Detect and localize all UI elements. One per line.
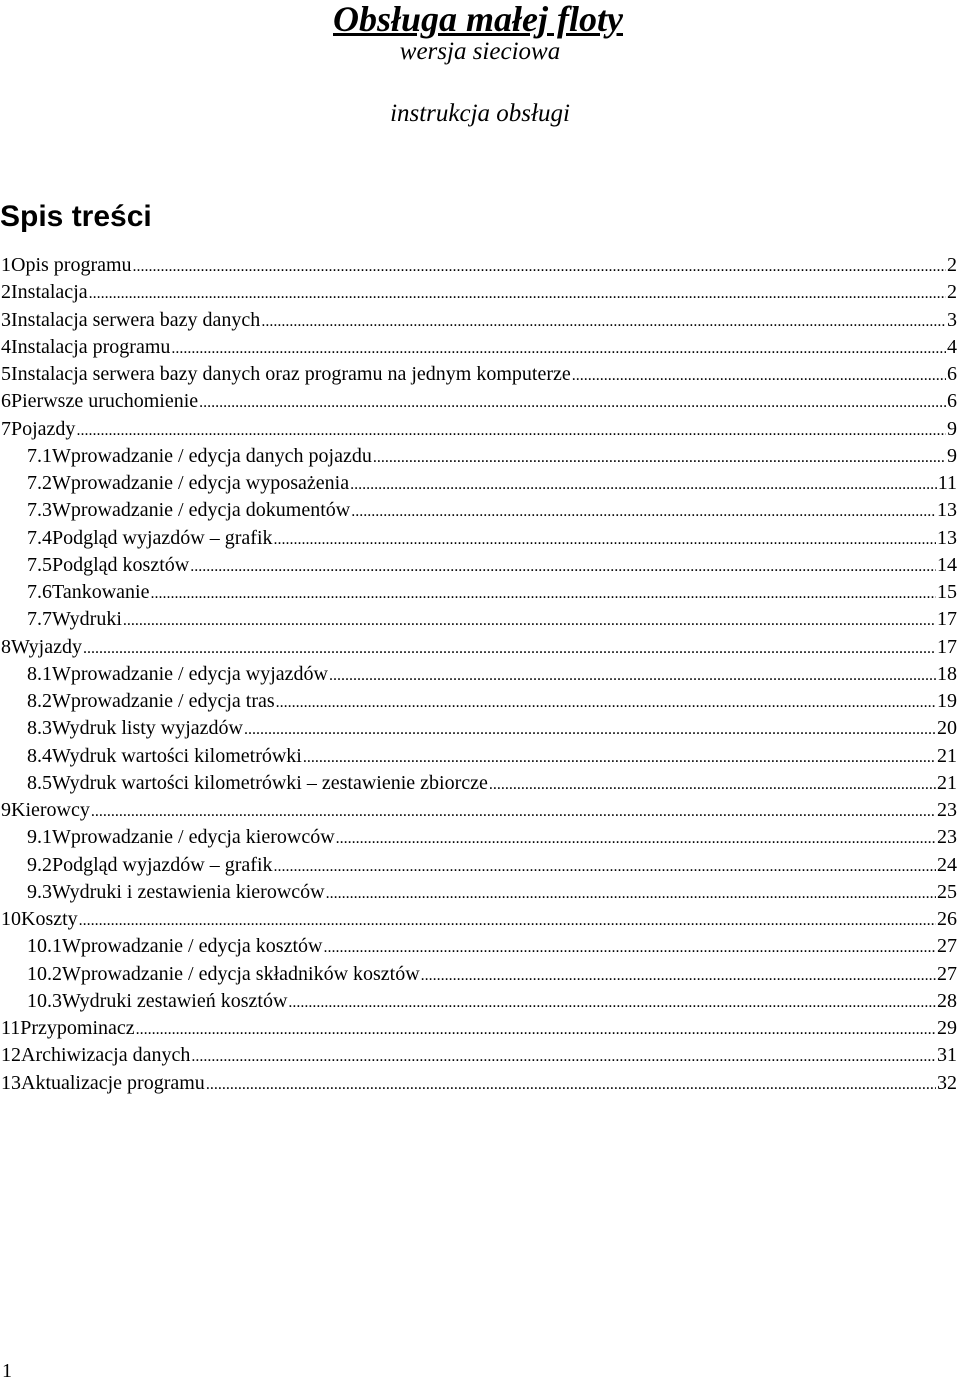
toc-dot-leader (572, 362, 946, 388)
toc-entry-title: 8.1Wprowadzanie / edycja wyjazdów (27, 662, 328, 685)
toc-entry-title: 3Instalacja serwera bazy danych (1, 308, 261, 331)
toc-entry[interactable] (0, 797, 960, 824)
toc-entry-page: 26 (937, 908, 957, 930)
toc-entry[interactable] (0, 334, 960, 361)
toc-entry-page: 31 (937, 1044, 957, 1067)
toc-entry[interactable] (0, 470, 960, 497)
toc-entry[interactable] (0, 988, 960, 1015)
toc-entry-title: 10.2Wprowadzanie / edycja składników kosztów (27, 962, 420, 985)
toc-entry-page: 18 (937, 662, 957, 685)
toc-heading: Spis treści (0, 200, 152, 233)
toc-entry-title: 10.1Wprowadzanie / edycja kosztów (27, 935, 323, 958)
toc-entry-page: 23 (937, 826, 957, 849)
toc-entry-page: 2 (947, 254, 957, 276)
toc-entry-page: 14 (937, 553, 957, 576)
toc-entry-title: 7.6Tankowanie (27, 581, 150, 603)
toc-dot-leader (83, 635, 936, 661)
toc-entry-page: 19 (937, 690, 957, 712)
toc-entry-title: 7.7Wydruki (27, 608, 122, 631)
toc-dot-leader (336, 825, 936, 851)
toc-entry-page: 2 (947, 281, 957, 304)
toc-entry-title: 8.3Wydruk listy wyjazdów (27, 717, 243, 740)
document-subtitle: wersja sieciowa (399, 38, 561, 65)
toc-entry-page: 24 (937, 853, 957, 876)
toc-dot-leader (133, 253, 946, 279)
toc-entry-title: 8Wyjazdy (1, 635, 82, 658)
toc-dot-leader (323, 934, 936, 960)
toc-dot-leader (421, 962, 936, 988)
toc-entry-title: 9.2Podgląd wyjazdów – grafik (27, 853, 273, 876)
toc-entry-title: 7.1Wprowadzanie / edycja danych pojazdu (27, 444, 372, 467)
toc-entry[interactable] (0, 252, 960, 279)
toc-dot-leader (329, 662, 936, 688)
document-title: Obsługa małej floty (333, 0, 623, 39)
toc-entry-title: 9.1Wprowadzanie / edycja kierowców (27, 826, 335, 849)
toc-entry[interactable] (0, 688, 960, 715)
toc-entry-page: 23 (937, 799, 957, 821)
toc-entry[interactable] (0, 852, 960, 879)
toc-dot-leader (76, 417, 946, 443)
toc-entry-title: 10.3Wydruki zestawień kosztów (27, 989, 288, 1012)
document-subtitle-2: instrukcja obsługi (390, 100, 570, 127)
toc-entry-page: 13 (937, 499, 957, 522)
toc-entry-page: 6 (947, 363, 957, 385)
toc-entry-page: 9 (947, 444, 957, 467)
toc-entry[interactable] (0, 906, 960, 933)
toc-entry-page: 3 (947, 308, 957, 331)
toc-dot-leader (136, 1016, 936, 1042)
toc-dot-leader (351, 498, 936, 524)
toc-entry-title: 7Pojazdy (1, 417, 76, 440)
toc-dot-leader (326, 880, 936, 906)
toc-entry-title: 4Instalacja programu (1, 335, 171, 358)
toc-dot-leader (171, 335, 946, 361)
toc-dot-leader (79, 907, 936, 933)
toc-entry[interactable] (0, 961, 960, 988)
toc-dot-leader (91, 798, 936, 824)
toc-entry[interactable] (0, 552, 960, 579)
toc-dot-leader (276, 689, 936, 715)
toc-entry[interactable] (0, 770, 960, 797)
toc-entry[interactable] (0, 824, 960, 851)
toc-entry[interactable] (0, 525, 960, 552)
toc-entry-title: 9Kierowcy (1, 799, 90, 821)
toc-entry-title: 7.5Podgląd kosztów (27, 553, 190, 576)
toc-entry-title: 13Aktualizacje programu (1, 1071, 205, 1094)
toc-dot-leader (206, 1071, 936, 1097)
toc-dot-leader (274, 853, 936, 879)
toc-entry[interactable] (0, 361, 960, 388)
toc-entry-page: 27 (937, 962, 957, 985)
toc-entry[interactable] (0, 497, 960, 524)
toc-dot-leader (150, 580, 936, 606)
toc-dot-leader (261, 308, 946, 334)
toc-entry[interactable] (0, 579, 960, 606)
toc-entry[interactable] (0, 279, 960, 306)
toc-dot-leader (288, 989, 936, 1015)
toc-entry[interactable] (0, 715, 960, 742)
toc-entry-title: 8.5Wydruk wartości kilometrówki – zestawienie zbiorcze (27, 771, 488, 794)
toc-entry-page: 6 (947, 390, 957, 413)
toc-entry[interactable] (0, 634, 960, 661)
table-of-contents (0, 252, 960, 1097)
toc-entry-title: 10Koszty (1, 908, 78, 930)
toc-entry[interactable] (0, 743, 960, 770)
toc-dot-leader (373, 444, 946, 470)
toc-entry[interactable] (0, 1042, 960, 1069)
toc-dot-leader (274, 526, 936, 552)
toc-entry-title: 2Instalacja (1, 281, 88, 304)
toc-entry-page: 21 (937, 771, 957, 794)
toc-entry-title: 6Pierwsze uruchomienie (1, 390, 199, 413)
toc-entry-title: 8.4Wydruk wartości kilometrówki (27, 744, 302, 767)
toc-entry[interactable] (0, 416, 960, 443)
toc-entry-page: 20 (937, 717, 957, 740)
toc-entry-page: 17 (937, 635, 957, 658)
toc-entry[interactable] (0, 1070, 960, 1097)
toc-entry[interactable] (0, 661, 960, 688)
toc-entry[interactable] (0, 443, 960, 470)
toc-dot-leader (190, 553, 936, 579)
toc-dot-leader (489, 771, 936, 797)
toc-entry-page: 28 (937, 989, 957, 1012)
toc-entry-page: 4 (947, 335, 957, 358)
toc-entry-page: 21 (937, 744, 957, 767)
toc-entry-title: 7.3Wprowadzanie / edycja dokumentów (27, 499, 351, 522)
toc-entry-page: 32 (937, 1071, 957, 1094)
toc-dot-leader (199, 389, 946, 415)
toc-entry-title: 11Przypominacz (1, 1017, 135, 1039)
toc-entry[interactable] (0, 606, 960, 633)
toc-dot-leader (191, 1043, 936, 1069)
toc-entry-title: 12Archiwizacja danych (1, 1044, 191, 1067)
toc-entry[interactable] (0, 307, 960, 334)
toc-entry-title: 7.4Podgląd wyjazdów – grafik (27, 526, 273, 549)
toc-entry[interactable] (0, 388, 960, 415)
toc-entry-title: 7.2Wprowadzanie / edycja wyposażenia (27, 472, 350, 494)
toc-entry[interactable] (0, 933, 960, 960)
toc-dot-leader (303, 744, 936, 770)
toc-entry-page: 27 (937, 935, 957, 958)
toc-entry-page: 13 (937, 526, 957, 549)
toc-entry-page: 15 (937, 581, 957, 603)
toc-dot-leader (123, 607, 936, 633)
toc-entry[interactable] (0, 1015, 960, 1042)
toc-entry-page: 9 (947, 417, 957, 440)
toc-dot-leader (89, 280, 946, 306)
toc-entry[interactable] (0, 879, 960, 906)
toc-entry-page: 25 (937, 880, 957, 903)
toc-entry-title: 1Opis programu (1, 254, 132, 276)
toc-entry-page: 11 (937, 472, 957, 494)
toc-entry-page: 17 (937, 608, 957, 631)
toc-entry-page: 29 (937, 1017, 957, 1039)
toc-entry-title: 9.3Wydruki i zestawienia kierowców (27, 880, 325, 903)
page-number: 1 (2, 1360, 12, 1382)
toc-entry-title: 8.2Wprowadzanie / edycja tras (27, 690, 275, 712)
toc-entry-title: 5Instalacja serwera bazy danych oraz programu na jednym komputerze (1, 363, 571, 385)
toc-dot-leader (350, 471, 937, 497)
toc-dot-leader (244, 716, 936, 742)
